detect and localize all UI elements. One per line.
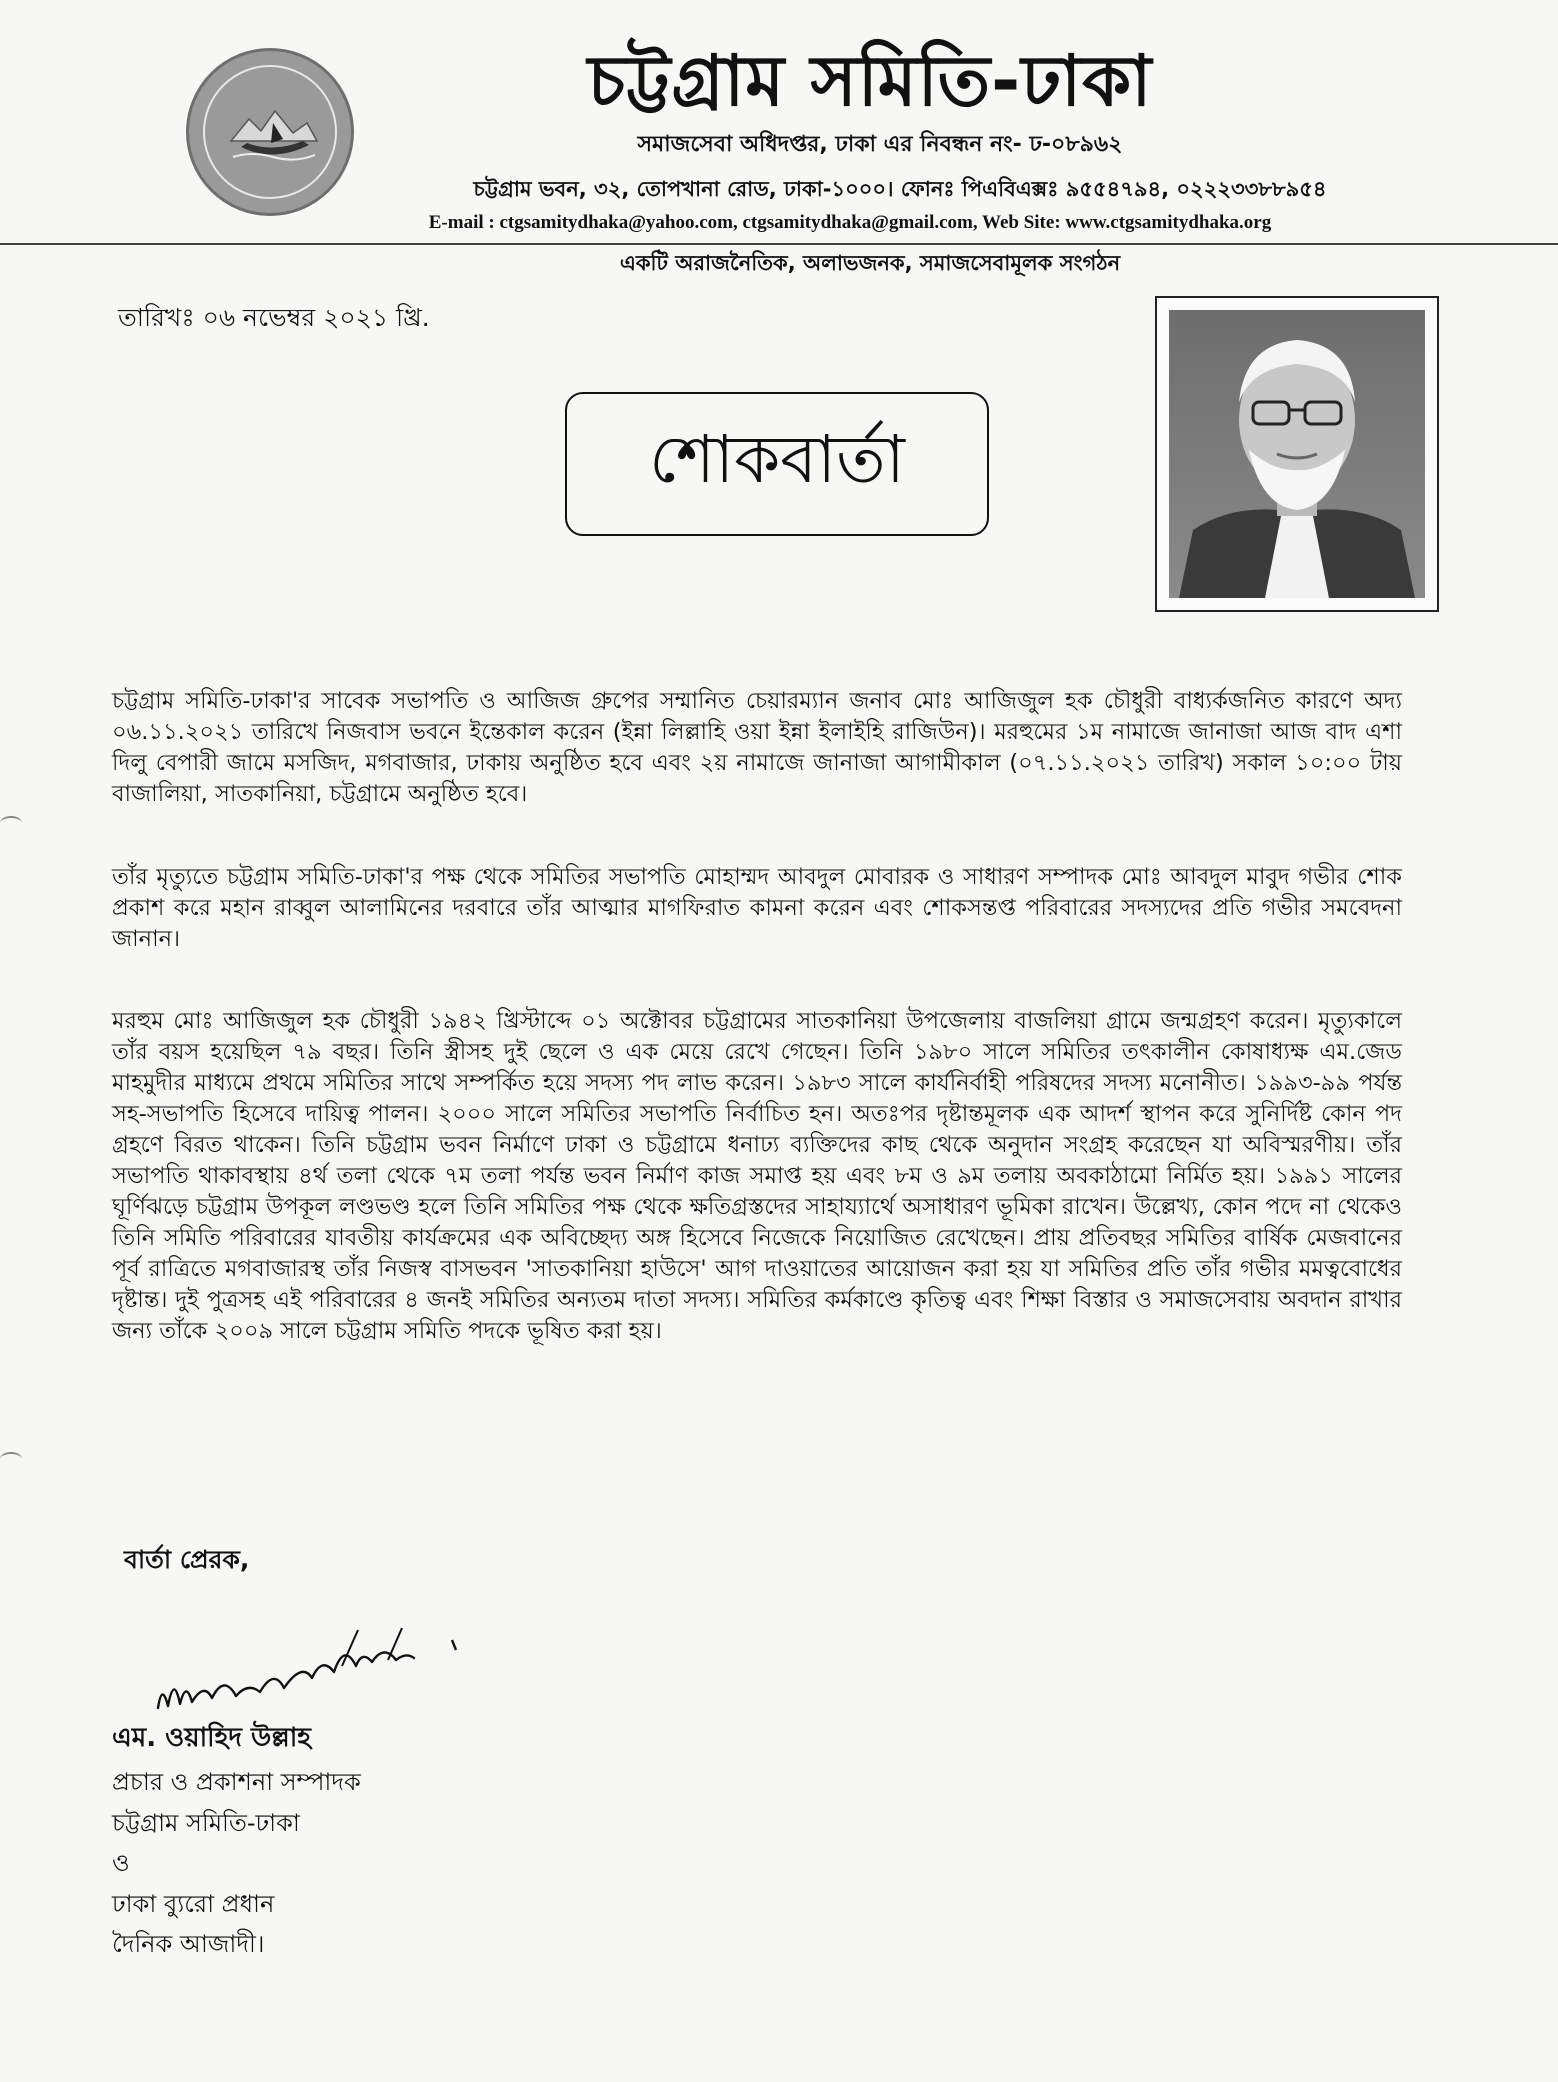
- sender-line: দৈনিক আজাদী।: [112, 1930, 265, 1958]
- registration-number: সমাজসেবা অধিদপ্তর, ঢাকা এর নিবন্ধন নং- ঢ-০৮৯৬২: [637, 132, 1123, 157]
- organization-tagline: একটি অরাজনৈতিক, অলাভজনক, সমাজসেবামূলক সংগঠন: [619, 251, 1121, 275]
- paragraph-death-announcement: চট্টগ্রাম সমিতি-ঢাকা'র সাবেক সভাপতি ও আজিজ গ্রুপের সম্মানিত চেয়ারম্যান জনাব মোঃ আজিজুল হক চৌধুরী বাধ্যর্কজনিত কারণে অদ্য ০৬.১১.২০২১ তারিখে নিজবাস ভবনে ইন্তেকাল করেন (ইন্না লিল্লাহি ওয়া ইন্না ইলাইহি রাজিউন)। মরহুমের ১ম নামাজে জানাজা আজ বাদ এশা দিলু বেপারী জামে মসজিদ, মগবাজার, ঢাকায় অনুষ্ঠিত হবে এবং ২য় নামাজে জানাজা আগামীকাল (০৭.১১.২০২১ তারিখ) সকাল ১০:০০ টায় বাজালিয়া, সাতকানিয়া, চট্টগ্রামে অনুষ্ঠিত হবে।: [112, 688, 1402, 807]
- organization-logo-seal: [186, 48, 354, 216]
- sender-line: প্রচার ও প্রকাশনা সম্পাদক: [112, 1768, 361, 1796]
- sender-label: বার্তা প্রেরক,: [124, 1545, 250, 1574]
- organization-name: চট্টগ্রাম সমিতি-ঢাকা: [587, 40, 1153, 122]
- sender-line: ঢাকা ব্যুরো প্রধান: [112, 1889, 275, 1918]
- letter-title: শোকবার্তা: [649, 421, 905, 498]
- address-phone: চট্টগ্রাম ভবন, ৩২, তোপখানা রোড, ঢাকা-১০০০। ফোনঃ পিএবিএক্সঃ ৯৫৫৪৭৯৪, ০২২২৩৩৮৮৯৫৪: [473, 177, 1327, 201]
- letter-date: তারিখঃ ০৬ নভেম্বর ২০২১ খ্রি.: [118, 303, 430, 332]
- email-website: E-mail : ctgsamitydhaka@yahoo.com, ctgsamitydhaka@gmail.com, Web Site: www.ctgsamitydhaka.org: [428, 212, 1272, 233]
- boat-hills-emblem-icon: [227, 101, 319, 167]
- paragraph-condolence: তাঁর মৃত্যুতে চট্টগ্রাম সমিতি-ঢাকা'র পক্ষ থেকে সমিতির সভাপতি মোহাম্মদ আবদুল মোবারক ও সাধারণ সম্পাদক মোঃ আবদুল মাবুদ গভীর শোক প্রকাশ করে মহান রাব্বুল আলামিনের দরবারে তাঁর আত্মার মাগফিরাত কামনা করেন এবং শোকসন্তপ্ত পরিবারের সদস্যদের প্রতি গভীর সমবেদনা জানান।: [112, 864, 1402, 952]
- sender-name: এম. ওয়াহিদ উল্লাহ: [112, 1723, 311, 1753]
- header-divider: [0, 243, 1558, 245]
- sender-line: ও: [112, 1849, 130, 1877]
- portrait-photo: [1155, 296, 1439, 612]
- handwritten-signature: [152, 1622, 482, 1722]
- punch-hole-mark: [0, 1452, 22, 1466]
- sender-designation: [112, 1762, 361, 1965]
- sender-line: চট্টগ্রাম সমিতি-ঢাকা: [112, 1808, 300, 1837]
- title-box: [565, 392, 989, 536]
- paragraph-biography: মরহুম মোঃ আজিজুল হক চৌধুরী ১৯৪২ খ্রিস্টাব্দে ০১ অক্টোবর চট্টগ্রামের সাতকানিয়া উপজেলায় বাজলিয়া গ্রামে জন্মগ্রহণ করেন। মৃত্যুকালে তাঁর বয়স হয়েছিল ৭৯ বছর। তিনি স্ত্রীসহ দুই ছেলে ও এক মেয়ে রেখে গেছেন। তিনি ১৯৮০ সালে সমিতির তৎকালীন কোষাধ্যক্ষ এম.জেড মাহমুদীর মাধ্যমে প্রথমে সমিতির সাথে সম্পর্কিত হয়ে সদস্য পদ লাভ করেন। ১৯৮৩ সালে কার্যনির্বাহী পরিষদের সদস্য মনোনীত। ১৯৯৩-৯৯ পর্যন্ত সহ-সভাপতি হিসেবে দায়িত্ব পালন। ২০০০ সালে সমিতির সভাপতি নির্বাচিত হন। অতঃপর দৃষ্টান্তমূলক এক আদর্শ স্থাপন করে সুনির্দিষ্ট কোন পদ গ্রহণে বিরত থাকেন। তিনি চট্টগ্রাম ভবন নির্মাণে ঢাকা ও চট্টগ্রামে ধনাঢ্য ব্যক্তিদের কাছ থেকে অনুদান সংগ্রহ করেছেন যা অবিস্মরণীয়। তাঁর সভাপতি থাকাবস্থায় ৪র্থ তলা থেকে ৭ম তলা পর্যন্ত ভবন নির্মাণ কাজ সমাপ্ত হয় এবং ৮ম ও ৯ম তলায় অবকাঠামো নির্মিত হয়। ১৯৯১ সালের ঘূর্ণিঝড়ে চট্টগ্রাম উপকূল লণ্ডভণ্ড হলে তিনি সমিতির পক্ষ থেকে ক্ষতিগ্রস্তদের সাহায্যার্থে অসাধারণ ভূমিকা রাখেন। উল্লেখ্য, কোন পদে না থেকেও তিনি সমিতি পরিবারের যাবতীয় কার্যক্রমের এক অবিচ্ছেদ্য অঙ্গ হিসেবে নিজেকে নিয়োজিত রেখেছেন। প্রায় প্রতিবছর সমিতির বার্ষিক মেজবানের পূর্ব রাত্রিতে মগবাজারস্থ তাঁর নিজস্ব বাসভবন 'সাতকানিয়া হাউসে' আগ দাওয়াতের আয়োজন করা হয় যা সমিতির প্রতি তাঁর গভীর মমত্ববোধের দৃষ্টান্ত। দুই পুত্রসহ এই পরিবারের ৪ জনই সমিতির অন্যতম দাতা সদস্য। সমিতির কর্মকাণ্ডে কৃতিত্ব এবং শিক্ষা বিস্তার ও সমাজসেবায় অবদান রাখার জন্য তাঁকে ২০০৯ সালে চট্টগ্রাম সমিতি পদকে ভূষিত করা হয়।: [112, 1008, 1402, 1344]
- portrait-image: [1169, 310, 1425, 598]
- punch-hole-mark: [0, 816, 22, 830]
